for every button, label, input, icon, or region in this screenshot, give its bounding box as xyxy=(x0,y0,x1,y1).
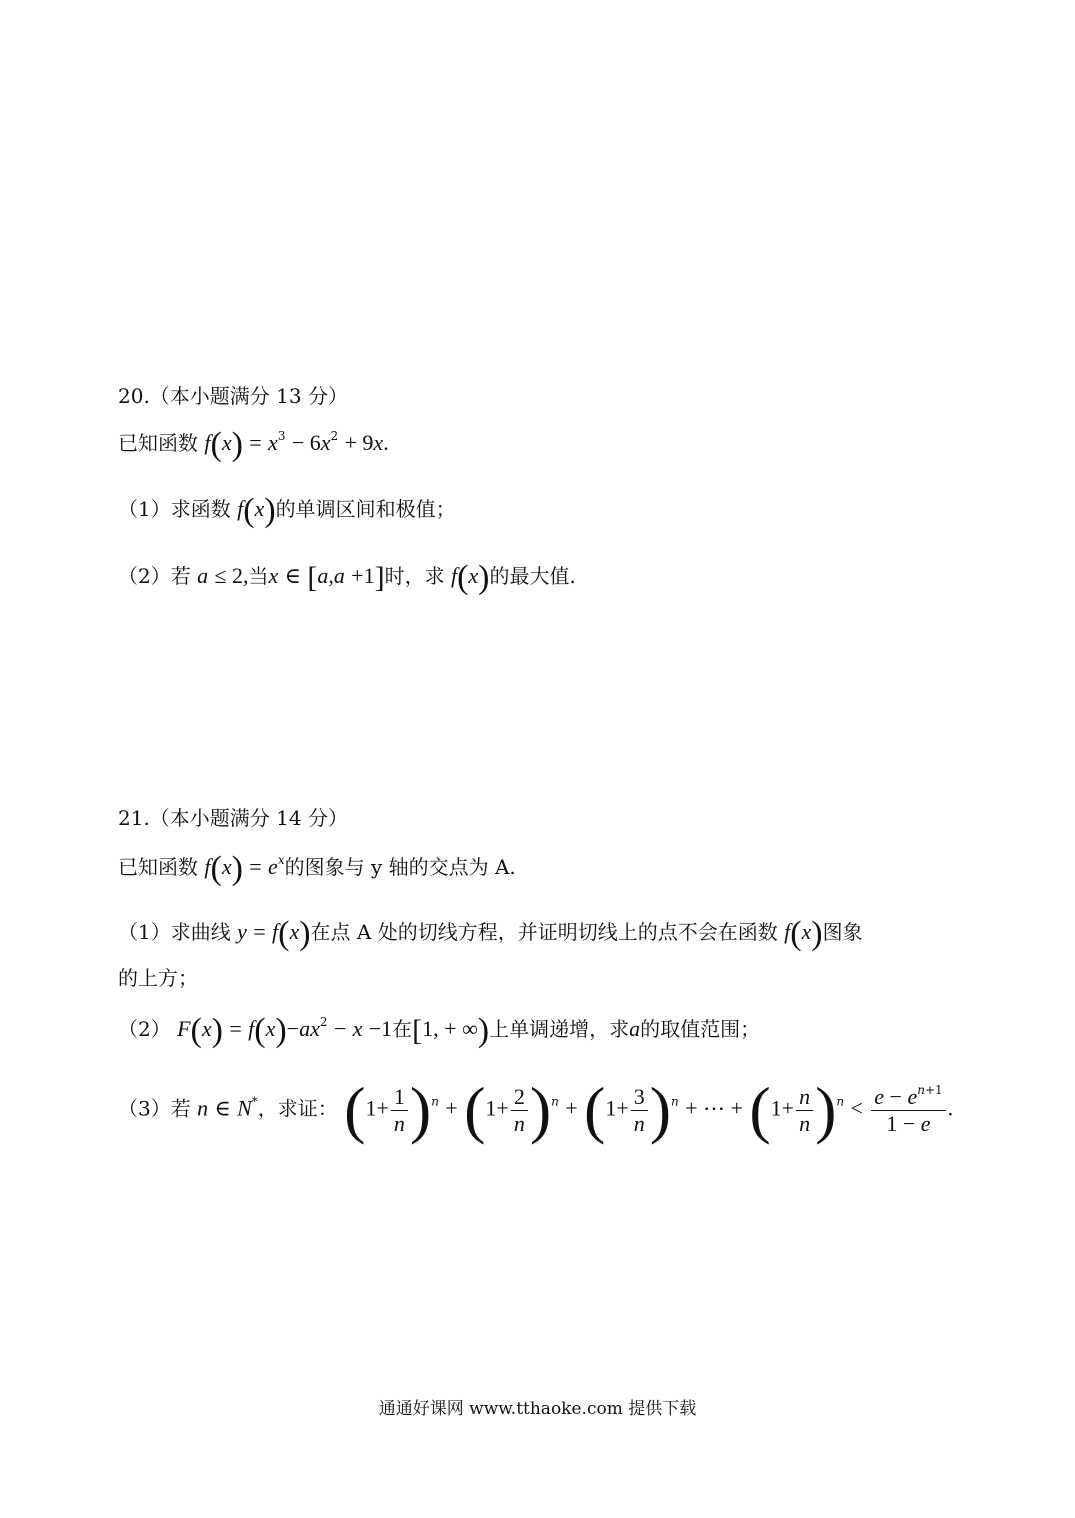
q20-header: 20.（本小题满分 13 分） xyxy=(118,384,348,408)
q21-part1-mid: 在点 A 处的切线方程，并证明切线上的点不会在函数 xyxy=(310,920,778,944)
q20-stem-prefix: 已知函数 xyxy=(118,431,198,455)
q21-part2-suffix: 上单调递增，求 xyxy=(489,1017,630,1041)
q20-part2-prefix: （2）若 xyxy=(118,564,191,588)
q21-part1-prefix: （1）求曲线 xyxy=(118,920,231,944)
q21-part3: （3）若 n ∈ N*，求证： (1+ $\frac{1}{n}$ )$^n$ + (1+ $\frac{2}{n}$ )$^n$ + (1+ $\frac{3}{n}$ )$^n$ + ⋯ + (1+ $\frac{n}{n}$ )$^n$ < $\frac{e - e^{n+1}}{1 - e}$ . xyxy=(118,1074,954,1145)
q20-part1-suffix: 的单调区间和极值； xyxy=(275,497,456,521)
q21-part1-suffix: 图象 xyxy=(822,920,863,944)
q21-header: 21.（本小题满分 14 分） xyxy=(118,806,348,830)
q20-stem: 已知函数 $f(x) = x^3 - 6x^2 + 9x$. xyxy=(118,426,389,463)
q20-part2: （2）若 a ≤ 2,当x ∈ [a,a +1]时，求 f(x)的最大值. xyxy=(118,559,576,596)
footer-text: 通通好课网 www.tthaoke.com 提供下载 xyxy=(378,1399,697,1419)
q21-part1-cont: 的上方； xyxy=(118,966,198,990)
q21-part3-prefix: （3）若 xyxy=(118,1096,191,1121)
q21-part2-prefix: （2） xyxy=(118,1017,171,1041)
q20-part1-prefix: （1）求函数 xyxy=(118,497,231,521)
q20-part2-mid: 时，求 xyxy=(384,564,445,588)
q21-part3-end: . xyxy=(947,1095,954,1121)
q21-stem-prefix: 已知函数 xyxy=(118,855,198,879)
q20-part1: （1）求函数 f(x)的单调区间和极值； xyxy=(118,492,456,529)
q20-part2-suffix: 的最大值. xyxy=(489,564,576,588)
q21-part3-mid: ，求证： xyxy=(257,1096,338,1121)
q21-part1: （1）求曲线 y = f(x)在点 A 处的切线方程，并证明切线上的点不会在函数 f(x)图象 xyxy=(118,915,863,952)
q21-stem: 已知函数 $f(x) = e^x$的图象与 y 轴的交点为 A. xyxy=(118,850,516,887)
q21-part2-mid: 在 xyxy=(392,1017,413,1041)
q21-stem-suffix: 的图象与 y 轴的交点为 A. xyxy=(284,855,516,879)
q21-part2: （2） $F(x) = f(x)-ax^2 - x -1$在[1, + ∞)上单调递增，求a的取值范围； xyxy=(118,1012,761,1049)
q21-part2-end: 的取值范围； xyxy=(640,1017,761,1041)
